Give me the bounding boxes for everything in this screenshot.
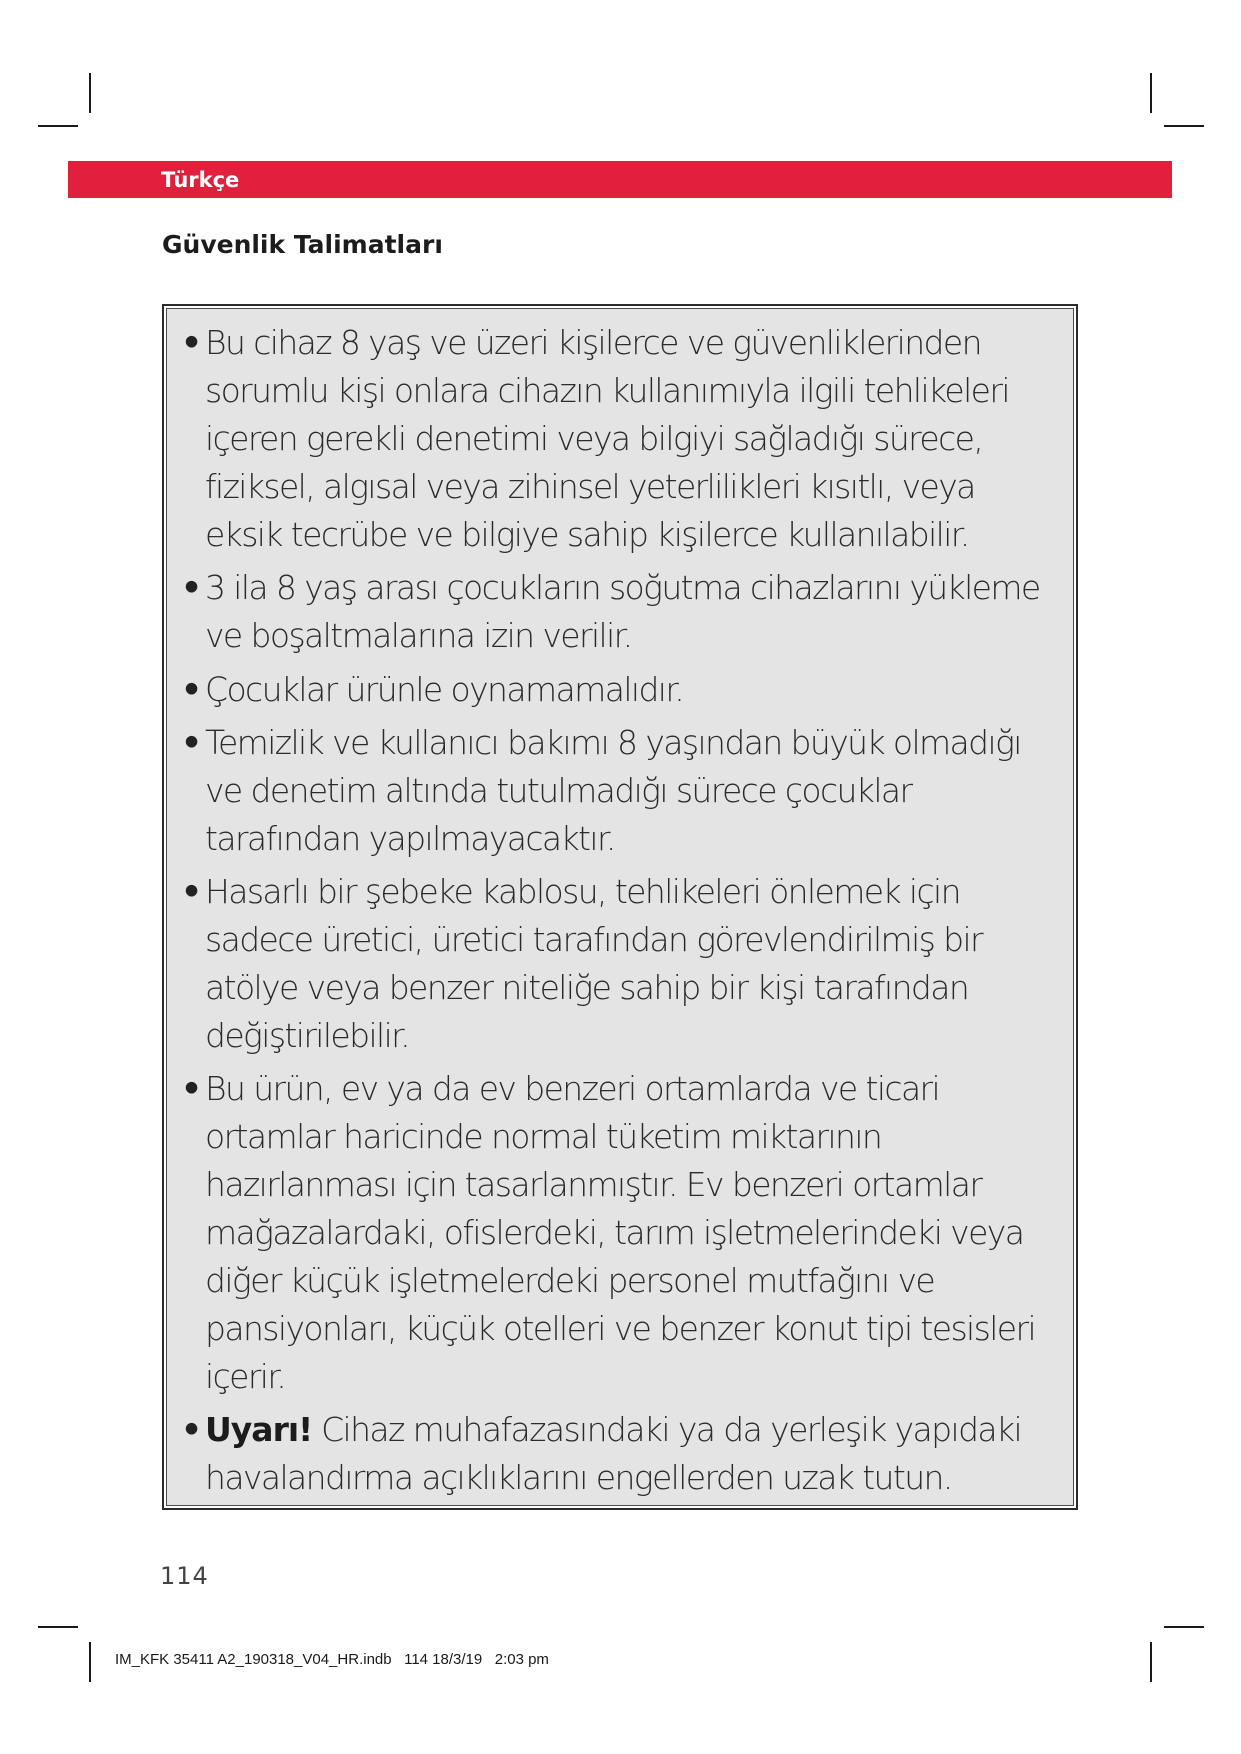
bullet-icon: • (181, 1069, 201, 1108)
list-item (181, 719, 1059, 863)
page-number: 114 (160, 1562, 209, 1590)
warning-label: Uyarı! (205, 1410, 313, 1449)
safety-notice-panel (166, 308, 1074, 1506)
list-item (181, 564, 1059, 660)
bullet-icon: • (181, 723, 201, 762)
safety-instruction-list (181, 319, 1059, 1502)
list-item (181, 1065, 1059, 1401)
list-item (181, 868, 1059, 1060)
crop-mark-bottom-right-vertical (1150, 1642, 1152, 1682)
crop-mark-bottom-right-horizontal (1164, 1626, 1204, 1628)
list-item-text: Hasarlı bir şebeke kablosu, tehlikeleri önlemek için sadece üretici, üretici tarafından görevlendirilmiş bir atölye veya benzer niteliğe sahip bir kişi tarafından değiştirilebilir. (205, 872, 983, 1055)
bullet-icon: • (181, 872, 201, 911)
bullet-icon: • (181, 568, 201, 607)
crop-mark-bottom-left-horizontal (38, 1626, 78, 1628)
list-item-text: 3 ila 8 yaş arası çocukların soğutma cihazlarını yükleme ve boşaltmalarına izin verilir. (205, 568, 1040, 655)
bullet-icon: • (181, 323, 201, 362)
list-item-text: Çocuklar ürünle oynamamalıdır. (205, 670, 684, 709)
crop-mark-bottom-left-vertical (89, 1642, 91, 1682)
crop-mark-top-right-vertical (1150, 73, 1152, 113)
list-item-text: Bu ürün, ev ya da ev benzeri ortamlarda ve ticari ortamlar haricinde normal tüketim miktarının hazırlanması için tasarlanmıştır. Ev benzeri ortamlar mağazalardaki, ofislerdeki, tarım işletmelerindeki veya diğer küçük işletmelerdeki personel mutfağını ve pansiyonları, küçük otelleri ve benzer konut tipi tesisleri içerir. (205, 1069, 1036, 1396)
language-label: Türkçe (161, 168, 240, 192)
crop-mark-top-left-horizontal (38, 125, 78, 127)
section-title: Güvenlik Talimatları (162, 230, 443, 259)
crop-mark-top-left-vertical (89, 73, 91, 113)
language-header-bar (68, 161, 1172, 198)
print-file-info: IM_KFK 35411 A2_190318_V04_HR.indb 114 18/3/19 2:03 pm (115, 1651, 549, 1668)
safety-notice-box (162, 304, 1078, 1510)
list-item-text: Temizlik ve kullanıcı bakımı 8 yaşından büyük olmadığı ve denetim altında tutulmadığı sürece çocuklar tarafından yapılmayacaktır. (205, 723, 1021, 858)
list-item-text: Bu cihaz 8 yaş ve üzeri kişilerce ve güvenliklerinden sorumlu kişi onlara cihazın kullanımıyla ilgili tehlikeleri içeren gerekli denetimi veya bilgiyi sağladığı sürece, fiziksel, algısal veya zihinsel yeterlilikleri kısıtlı, veya eksik tecrübe ve bilgiye sahip kişilerce kullanılabilir. (205, 323, 1009, 554)
list-item (181, 666, 1059, 714)
list-item-text: Cihaz muhafazasındaki ya da yerleşik yapıdaki havalandırma açıklıklarını engellerden uzak tutun. (205, 1410, 1022, 1497)
bullet-icon: • (181, 670, 201, 709)
list-item-warning (181, 1406, 1059, 1502)
list-item (181, 319, 1059, 559)
crop-mark-top-right-horizontal (1164, 125, 1204, 127)
bullet-icon: • (181, 1410, 201, 1449)
